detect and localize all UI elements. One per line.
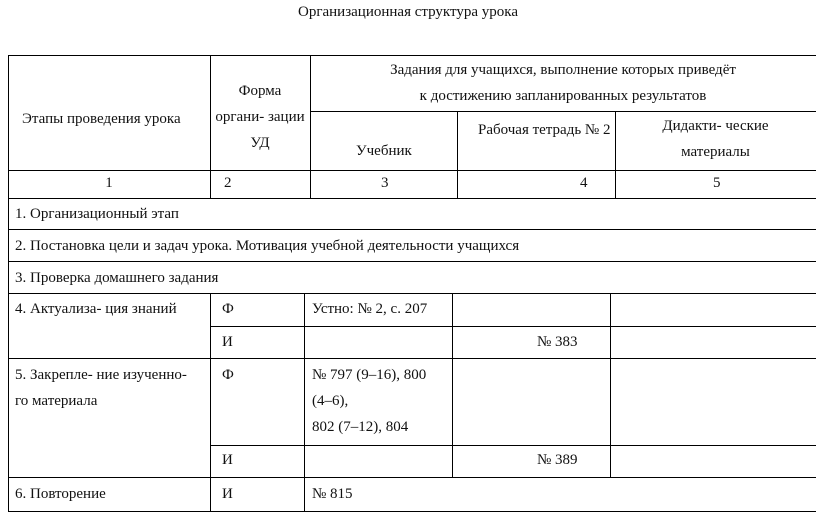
section-1-bottom-line [8, 229, 816, 230]
column-number-3: 3 [381, 175, 389, 191]
row-actualization-textbook: Устно: № 2, с. 207 [312, 301, 428, 317]
column-numbers-bottom-line [8, 198, 816, 199]
row-6-bottom-line [8, 511, 816, 512]
header-workbook: Рабочая тетрадь № 2 [478, 122, 611, 138]
header-textbook: Учебник [356, 143, 412, 159]
row-actualization-form-i: И [222, 334, 233, 350]
row-repetition-textbook: № 815 [312, 486, 353, 502]
row-consolidation-workbook: № 389 [537, 452, 578, 468]
row-4-inner-line [210, 326, 816, 327]
row-consolidation-form-i: И [222, 452, 233, 468]
column-line-1b [210, 293, 211, 511]
column-line-3 [457, 111, 458, 198]
column-line-2b [304, 293, 305, 511]
table-border-left [8, 55, 9, 511]
table-border-top [8, 55, 816, 56]
header-subdivider [310, 111, 816, 112]
section-organizational: 1. Организационный этап [15, 206, 179, 222]
header-form: Форма органи- зации УД [215, 83, 305, 151]
column-number-4: 4 [580, 175, 588, 191]
section-goal-motivation: 2. Постановка цели и задач урока. Мотивация учебной деятельности учащихся [15, 238, 520, 254]
row-actualization-workbook: № 383 [537, 334, 578, 350]
row-4-bottom-line [8, 358, 816, 359]
header-tasks-group: Задания для учащихся, выполнение которых приведёт к достижению запланированных результатов [390, 62, 736, 104]
section-homework-check: 3. Проверка домашнего задания [15, 270, 219, 286]
column-line-4b [610, 293, 611, 477]
row-consolidation-stage: 5. Закрепле- ние изученно- го материала [15, 367, 187, 409]
header-didactic: Дидакти- ческие материалы [662, 118, 769, 160]
section-2-bottom-line [8, 261, 816, 262]
column-number-1: 1 [105, 175, 113, 191]
column-number-2: 2 [224, 175, 232, 191]
page-title: Организационная структура урока [298, 4, 518, 20]
column-number-5: 5 [713, 175, 721, 191]
row-5-inner-line [210, 445, 816, 446]
row-consolidation-textbook: № 797 (9–16), 800 (4–6), 802 (7–12), 804 [312, 367, 427, 435]
row-consolidation-form-f: Ф [222, 367, 234, 383]
header-stages: Этапы проведения урока [22, 111, 181, 127]
row-actualization-stage: 4. Актуализа- ция знаний [15, 301, 177, 317]
column-line-3b [452, 293, 453, 477]
row-repetition-stage: 6. Повторение [15, 486, 106, 502]
row-5-bottom-line [8, 477, 816, 478]
section-3-bottom-line [8, 293, 816, 294]
row-repetition-form-i: И [222, 486, 233, 502]
row-actualization-form-f: Ф [222, 301, 234, 317]
